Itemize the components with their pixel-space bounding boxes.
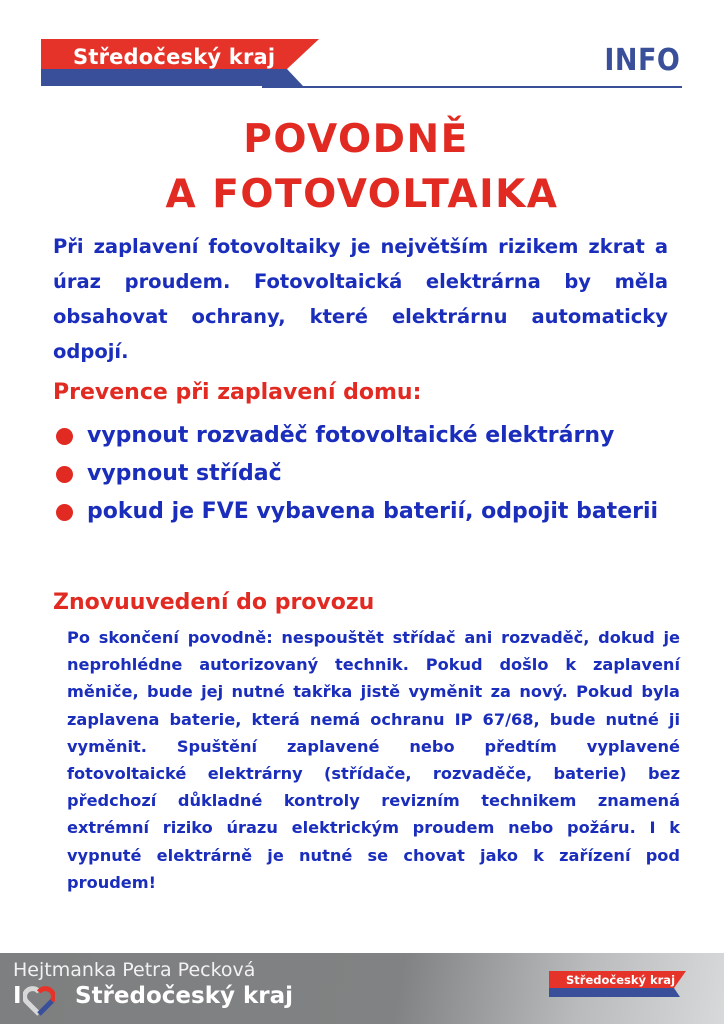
governor-name: Hejtmanka Petra Pecková xyxy=(13,959,256,981)
restart-paragraph: Po skončení povodně: nespouštět střídač ani rozvaděč, dokud je neprohlédne autorizovaný technik. Pokud došlo k zaplavení měniče, bude jej nutné takřka jistě vyměnit za nový. Pokud byla zaplavena baterie, která nemá ochranu IP 67/68, bude nutné ji vyměnit. Spuštění zaplavené nebo předtím vyplavené fotovoltaické elektrárny (střídače, rozvaděče, baterie) bez předchozí důkladné kontroly revizním technikem znamená extrémní riziko úrazu elektrickým proudem nebo požáru. I k vypnuté elektrárně je nutné se chovat jako k zařízení pod proudem! xyxy=(67,628,680,892)
title-line-2: A FOTOVOLTAIKA xyxy=(165,172,559,217)
list-item-text: vypnout rozvaděč fotovoltaické elektrárny xyxy=(87,423,615,448)
list-item xyxy=(53,493,668,531)
footer-brand-name: Středočeský kraj xyxy=(566,973,676,987)
prevention-list xyxy=(53,417,668,531)
list-item-text: pokud je FVE vybavena baterií, odpojit baterii xyxy=(87,499,659,524)
header-divider xyxy=(262,86,682,88)
restart-heading: Znovuuvedení do provozu xyxy=(53,590,375,615)
heart-icon xyxy=(23,986,55,1016)
prevention-heading: Prevence při zaplavení domu: xyxy=(53,380,422,405)
list-item xyxy=(53,455,668,493)
header-brand-name: Středočeský kraj xyxy=(73,45,276,69)
list-item xyxy=(53,417,668,455)
bullet-icon xyxy=(56,504,73,521)
info-label: INFO xyxy=(604,43,680,78)
title-line-1: POVODNĚ xyxy=(243,117,469,162)
header-brand-banner xyxy=(41,39,321,89)
bullet-icon xyxy=(56,428,73,445)
slogan-i: I xyxy=(13,983,22,1009)
intro-paragraph: Při zaplavení fotovoltaiky je největším rizikem zkrat a úraz proudem. Fotovoltaická elektrárna by měla obsahovat ochrany, které elektrárnu automaticky odpojí. xyxy=(53,235,668,363)
slogan-region: Středočeský kraj xyxy=(75,983,294,1009)
footer-brand-banner xyxy=(549,971,689,999)
list-item-text: vypnout střídač xyxy=(87,461,282,486)
footer xyxy=(0,953,724,1024)
bullet-icon xyxy=(56,466,73,483)
